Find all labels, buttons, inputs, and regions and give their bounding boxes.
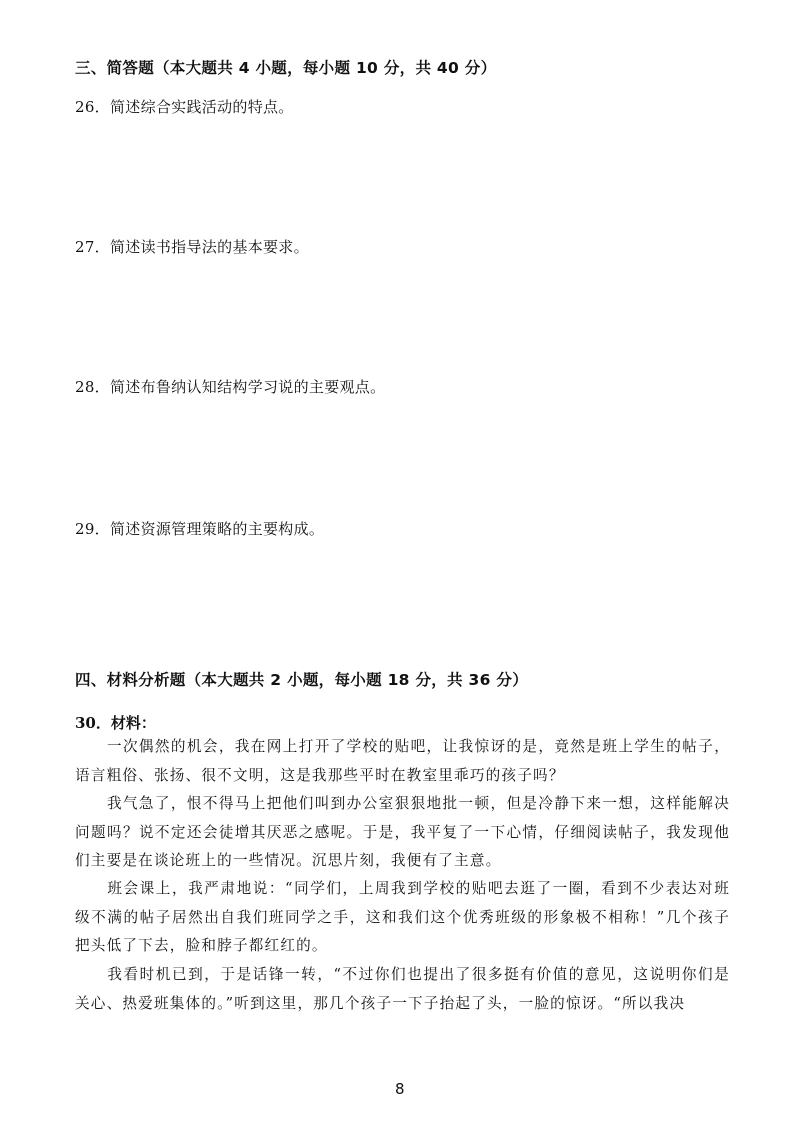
section-4-heading: 四、材料分析题（本大题共 2 小题，每小题 18 分，共 36 分） (75, 671, 529, 689)
section-3-heading: 三、简答题（本大题共 4 小题，每小题 10 分，共 40 分） (75, 59, 497, 77)
question-26: 26．简述综合实践活动的特点。 (75, 98, 294, 116)
question-29: 29．简述资源管理策略的主要构成。 (75, 520, 325, 538)
material-paragraph-4: 我看时机已到，于是话锋一转，“不过你们也提出了很多挺有价值的意见，这说明你们是关心、热爱班集体的。”听到这里，那几个孩子一下子抬起了头，一脸的惊讶。“所以我决 (75, 966, 730, 1012)
question-30-label: 30．材料： (75, 714, 156, 732)
question-27: 27．简述读书指导法的基本要求。 (75, 238, 309, 256)
material-paragraph-2: 我气急了，恨不得马上把他们叫到办公室狠狠地批一顿，但是冷静下来一想，这样能解决问题吗？说不定还会徒增其厌恶之感呢。于是，我平复了一下心情，仔细阅读帖子，我发现他们主要是在谈论班上的一些情况。沉思片刻，我便有了主意。 (75, 795, 730, 869)
page-number: 8 (395, 1080, 405, 1098)
material-paragraph-3: 班会课上，我严肃地说：“同学们，上周我到学校的贴吧去逛了一圈，看到不少表达对班级不满的帖子居然出自我们班同学之手，这和我们这个优秀班级的形象极不相称！”几个孩子把头低了下去，脸和脖子都红红的。 (75, 880, 730, 954)
material-paragraph-1: 一次偶然的机会，我在网上打开了学校的贴吧，让我惊讶的是，竟然是班上学生的帖子，语言粗俗、张扬、很不文明，这是我那些平时在教室里乖巧的孩子吗？ (75, 738, 730, 784)
question-28: 28．简述布鲁纳认知结构学习说的主要观点。 (75, 378, 386, 396)
